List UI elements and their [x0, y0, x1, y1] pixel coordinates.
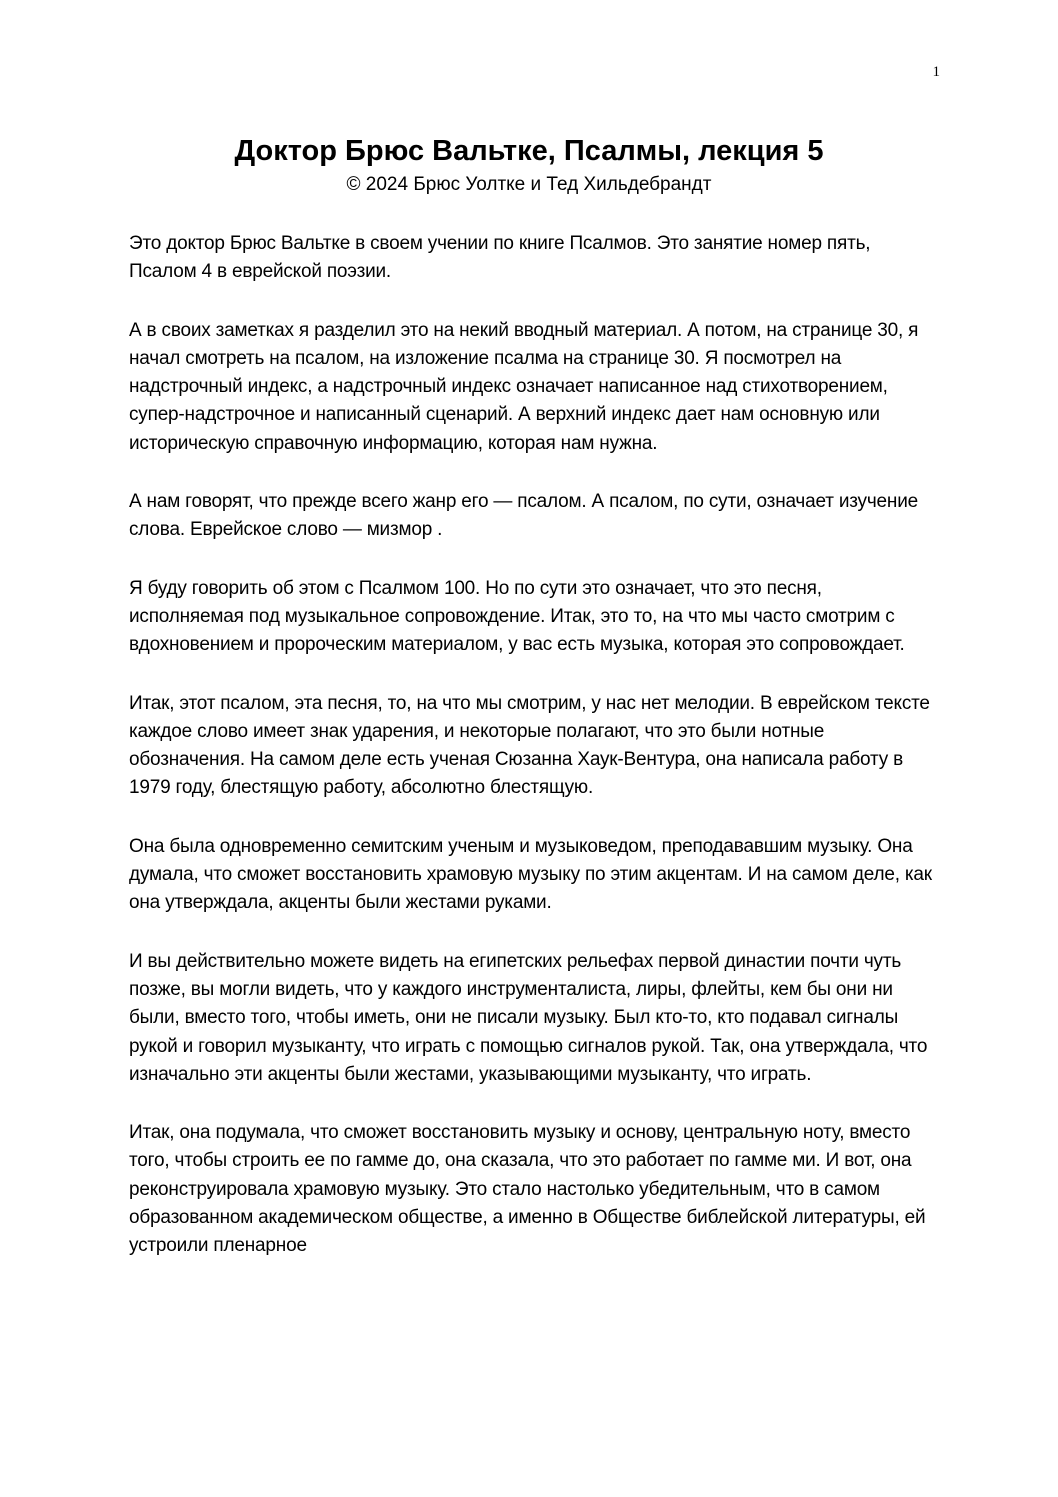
paragraph-1: Это доктор Брюс Вальтке в своем учении по книге Псалмов. Это занятие номер пять, Псалом 4 в еврейской поэзии. [129, 233, 871, 283]
paragraph-5: Итак, этот псалом, эта песня, то, на что мы смотрим, у нас нет мелодии. В еврейском тексте каждое слово имеет знак ударения, и некоторые полагают, что это были нотные обозначения. На самом деле есть ученая Сюзанна Хаук-Вентура, она написала работу в 1979 году, блестящую работу, абсолютно блестящую. [129, 692, 930, 799]
paragraph-2: А в своих заметках я разделил это на некий вводный материал. А потом, на странице 30, я начал смотреть на псалом, на изложение псалма на странице 30. Я посмотрел на надстрочный индекс, а надстрочный индекс означает написанное над стихотворением, супер-надстрочное и написанный сценарий. А верхний индекс дает нам основную или историческую справочную информацию, которая нам нужна. [129, 319, 919, 454]
paragraph-7: И вы действительно можете видеть на египетских рельефах первой династии почти чуть позже, вы могли видеть, что у каждого инструменталиста, лиры, флейты, кем бы они ни были, вместо того, чтобы иметь, они не писали музыку. Был кто-то, кто подавал сигналы рукой и говорил музыканту, что играть с помощью сигналов рукой. Так, она утверждала, что изначально эти акценты были жестами, указывающими музыканту, что играть. [129, 950, 928, 1085]
document-title: Доктор Брюс Вальтке, Псалмы, лекция 5 [234, 135, 824, 167]
document-body [129, 230, 939, 1291]
paragraph-6: Она была одновременно семитским ученым и музыковедом, преподававшим музыку. Она думала, что сможет восстановить храмовую музыку по этим акцентам. И на самом деле, как она утверждала, акценты были жестами руками. [129, 835, 932, 914]
paragraph-8: Итак, она подумала, что сможет восстановить музыку и основу, центральную ноту, вместо того, чтобы строить ее по гамме до, она сказала, что это работает по гамме ми. И вот, она реконструировала храмовую музыку. Это стало настолько убедительным, что в самом образованном академическом обществе, а именно в Обществе библейской литературы, ей устроили пленарное [129, 1122, 926, 1257]
copyright-line: © 2024 Брюс Уолтке и Тед Хильдебрандт [346, 174, 712, 195]
paragraph-3: А нам говорят, что прежде всего жанр его — псалом. А псалом, по сути, означает изучение слова. Еврейское слово — мизмор . [129, 491, 918, 541]
page-number: 1 [932, 64, 940, 80]
paragraph-4: Я буду говорить об этом с Псалмом 100. Но по сути это означает, что это песня, исполняемая под музыкальное сопровождение. Итак, это то, на что мы часто смотрим с вдохновением и пророческим материалом, у вас есть музыка, которая это сопровождает. [129, 577, 905, 656]
